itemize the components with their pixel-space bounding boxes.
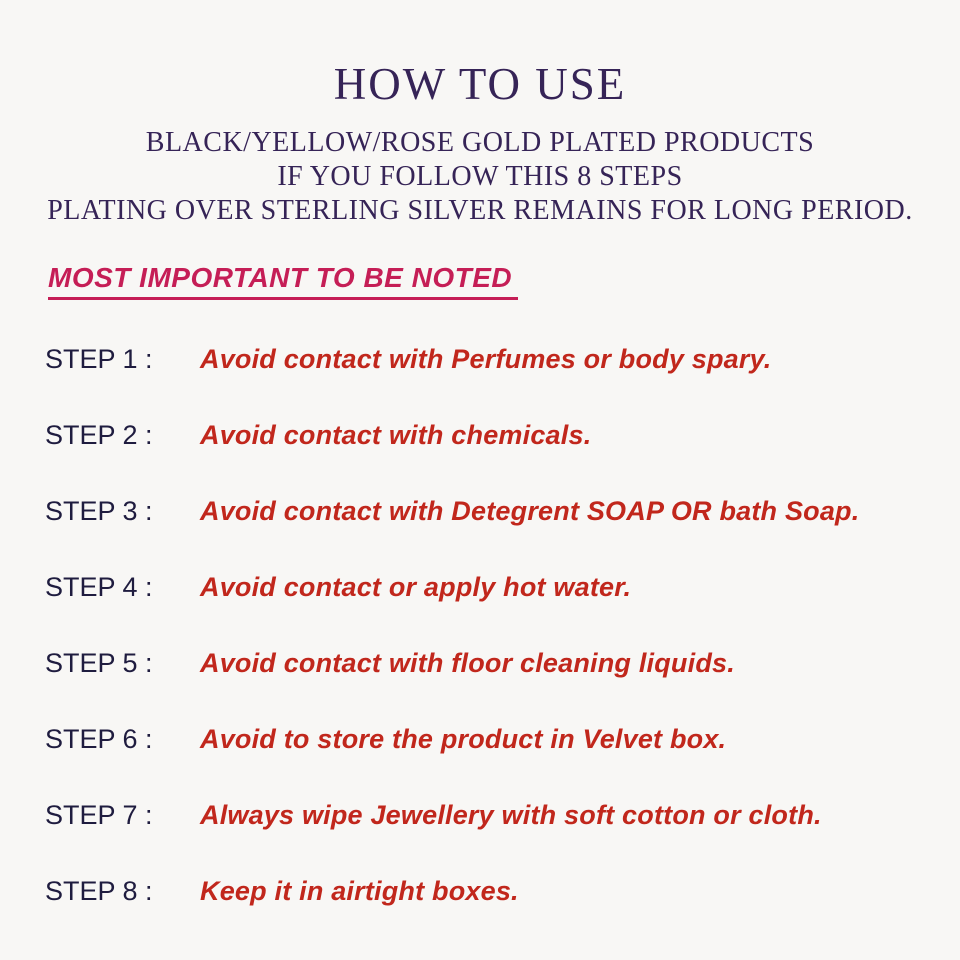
step-row-8 — [0, 876, 960, 907]
step-row-7 — [0, 800, 960, 831]
step-row-4 — [0, 572, 960, 603]
step-label: STEP 1 : — [45, 344, 153, 374]
subtitle-block — [0, 126, 960, 228]
step-label: STEP 4 : — [45, 572, 153, 602]
steps-list — [0, 344, 960, 907]
step-row-1 — [0, 344, 960, 375]
step-label: STEP 3 : — [45, 496, 153, 526]
step-text: Avoid contact or apply hot water. — [200, 572, 632, 602]
step-row-6 — [0, 724, 960, 755]
step-text: Avoid to store the product in Velvet box. — [200, 724, 727, 754]
step-label: STEP 2 : — [45, 420, 153, 450]
step-text: Avoid contact with Perfumes or body spary. — [200, 344, 772, 374]
step-text: Always wipe Jewellery with soft cotton or cloth. — [200, 800, 822, 830]
subtitle-line-follow-steps: IF YOU FOLLOW THIS 8 STEPS — [277, 161, 683, 192]
step-text: Keep it in airtight boxes. — [200, 876, 519, 906]
section-heading-wrap — [48, 262, 960, 300]
subtitle-line-products: BLACK/YELLOW/ROSE GOLD PLATED PRODUCTS — [145, 127, 815, 158]
step-row-3 — [0, 496, 960, 527]
subtitle-line-plating-remains: PLATING OVER STERLING SILVER REMAINS FOR LONG PERIOD. — [47, 195, 913, 226]
section-heading: MOST IMPORTANT TO BE NOTED — [48, 262, 518, 300]
step-text: Avoid contact with chemicals. — [200, 420, 592, 450]
step-label: STEP 7 : — [45, 800, 153, 830]
page-title: HOW TO USE — [333, 59, 627, 109]
step-label: STEP 8 : — [45, 876, 153, 906]
step-row-5 — [0, 648, 960, 679]
step-label: STEP 6 : — [45, 724, 153, 754]
step-text: Avoid contact with Detegrent SOAP OR bath Soap. — [200, 496, 860, 526]
step-label: STEP 5 : — [45, 648, 153, 678]
step-text: Avoid contact with floor cleaning liquids. — [200, 648, 735, 678]
step-row-2 — [0, 420, 960, 451]
